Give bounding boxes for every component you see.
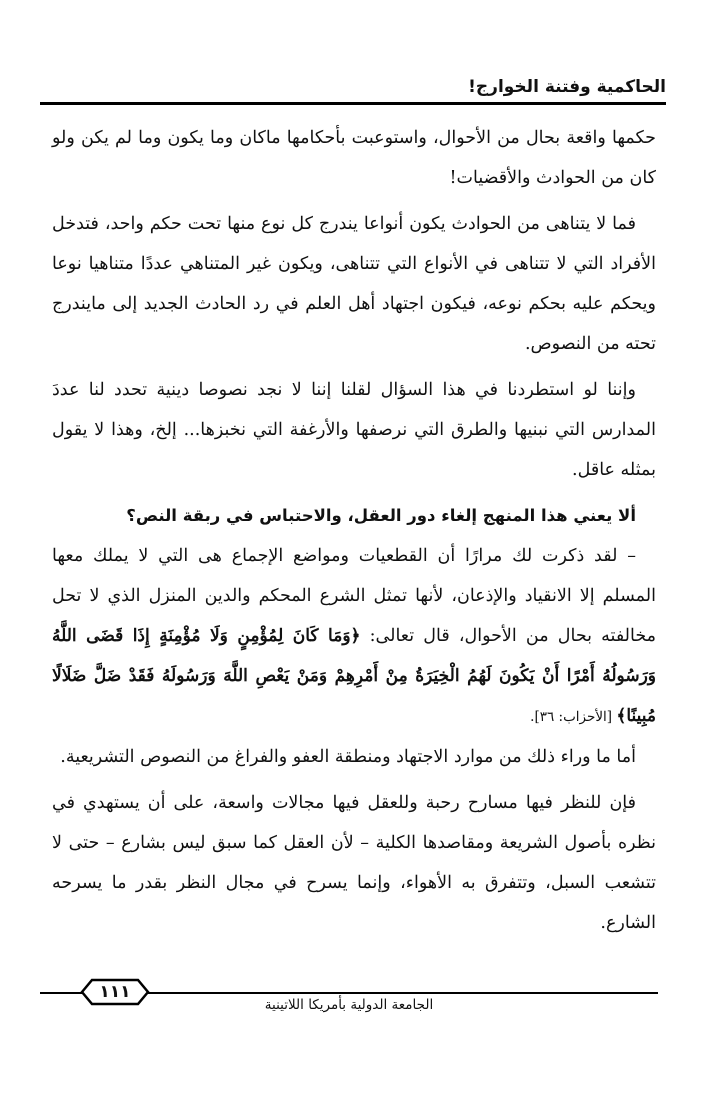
page-number: ١١١ [99, 982, 131, 1002]
paragraph-reason: فإن للنظر فيها مسارح رحبة وللعقل فيها مجالات واسعة، على أن يستهدي في نظره بأصول الشريعة ومقاصدها الكلية – لأن العقل كما سبق ليس بشارع – حتى لا تتشعب السبل، وتتفرق به الأهواء، وإنما يسرح في مجال النظر بقدر ما يسرحه الشارع. [52, 793, 656, 933]
paragraph-answer [52, 536, 656, 737]
question-heading: ألا يعني هذا المنهج إلغاء دور العقل، والاحتباس في ربقة النص؟ [126, 506, 636, 525]
paragraph-infinite-events: فما لا يتناهى من الحوادث يكون أنواعا يندرج كل نوع منها تحت حكم واحد، فتدخل الأفراد التي لا تتناهى في الأنواع التي تتناهى، ويكون غير المتناهي عددًا متناهيا نوعا ويحكم عليه بحكم نوعه، فيكون اجتهاد أهل العلم في رد الحادث الجديد إلى مايندرج تحته من النصوص. [52, 214, 656, 354]
answer-intro-text: – لقد ذكرت لك مرارًا أن القطعيات ومواضع الإجماع هى التي لا يملك معها المسلم إلا الانقياد والإذعان، لأنها تمثل الشرع المحكم والدين المنزل الذي لا تحل مخالفته بحال من الأحوال، قال تعالى: [52, 546, 657, 646]
publisher-name: الجامعة الدولية بأمريكا اللاتينية [264, 997, 434, 1013]
paragraph-beyond: أما ما وراء ذلك من موارد الاجتهاد ومنطقة العفو والفراغ من النصوص التشريعية. [60, 747, 636, 767]
paragraph-continuation: حكمها واقعة بحال من الأحوال، واستوعبت بأحكامها ماكان وما يكون وما لم يكن ولو كان من الحوادث والأقضيات! [52, 128, 656, 188]
paragraph-digression: وإننا لو استطردنا في هذا السؤال لقلنا إننا لا نجد نصوصا دينية تحدد لنا عددَ المدارس التي نبنيها والطرق التي نرصفها والأرغفة التي نخبزها... إلخ، وهذا لا يقول بمثله عاقل. [52, 380, 656, 480]
header-rule [40, 102, 666, 105]
page-header [40, 76, 666, 104]
quran-verse: ﴿وَمَا كَانَ لِمُؤْمِنٍ وَلَا مُؤْمِنَةٍ إِذَا قَضَى اللَّهُ وَرَسُولُهُ أَمْرًا أَنْ يَكُونَ لَهُمُ الْخِيَرَةُ مِنْ أَمْرِهِمْ وَمَنْ يَعْصِ اللَّهَ وَرَسُولَهُ فَقَدْ ضَلَّ ضَلَالًا مُبِينًا﴾ [52, 626, 656, 726]
running-title: الحاكمية وفتنة الخوارج! [468, 77, 666, 97]
page-footer [40, 976, 658, 1016]
quran-citation: [الأحزاب: ٣٦]. [530, 709, 617, 725]
body-text [52, 118, 656, 943]
